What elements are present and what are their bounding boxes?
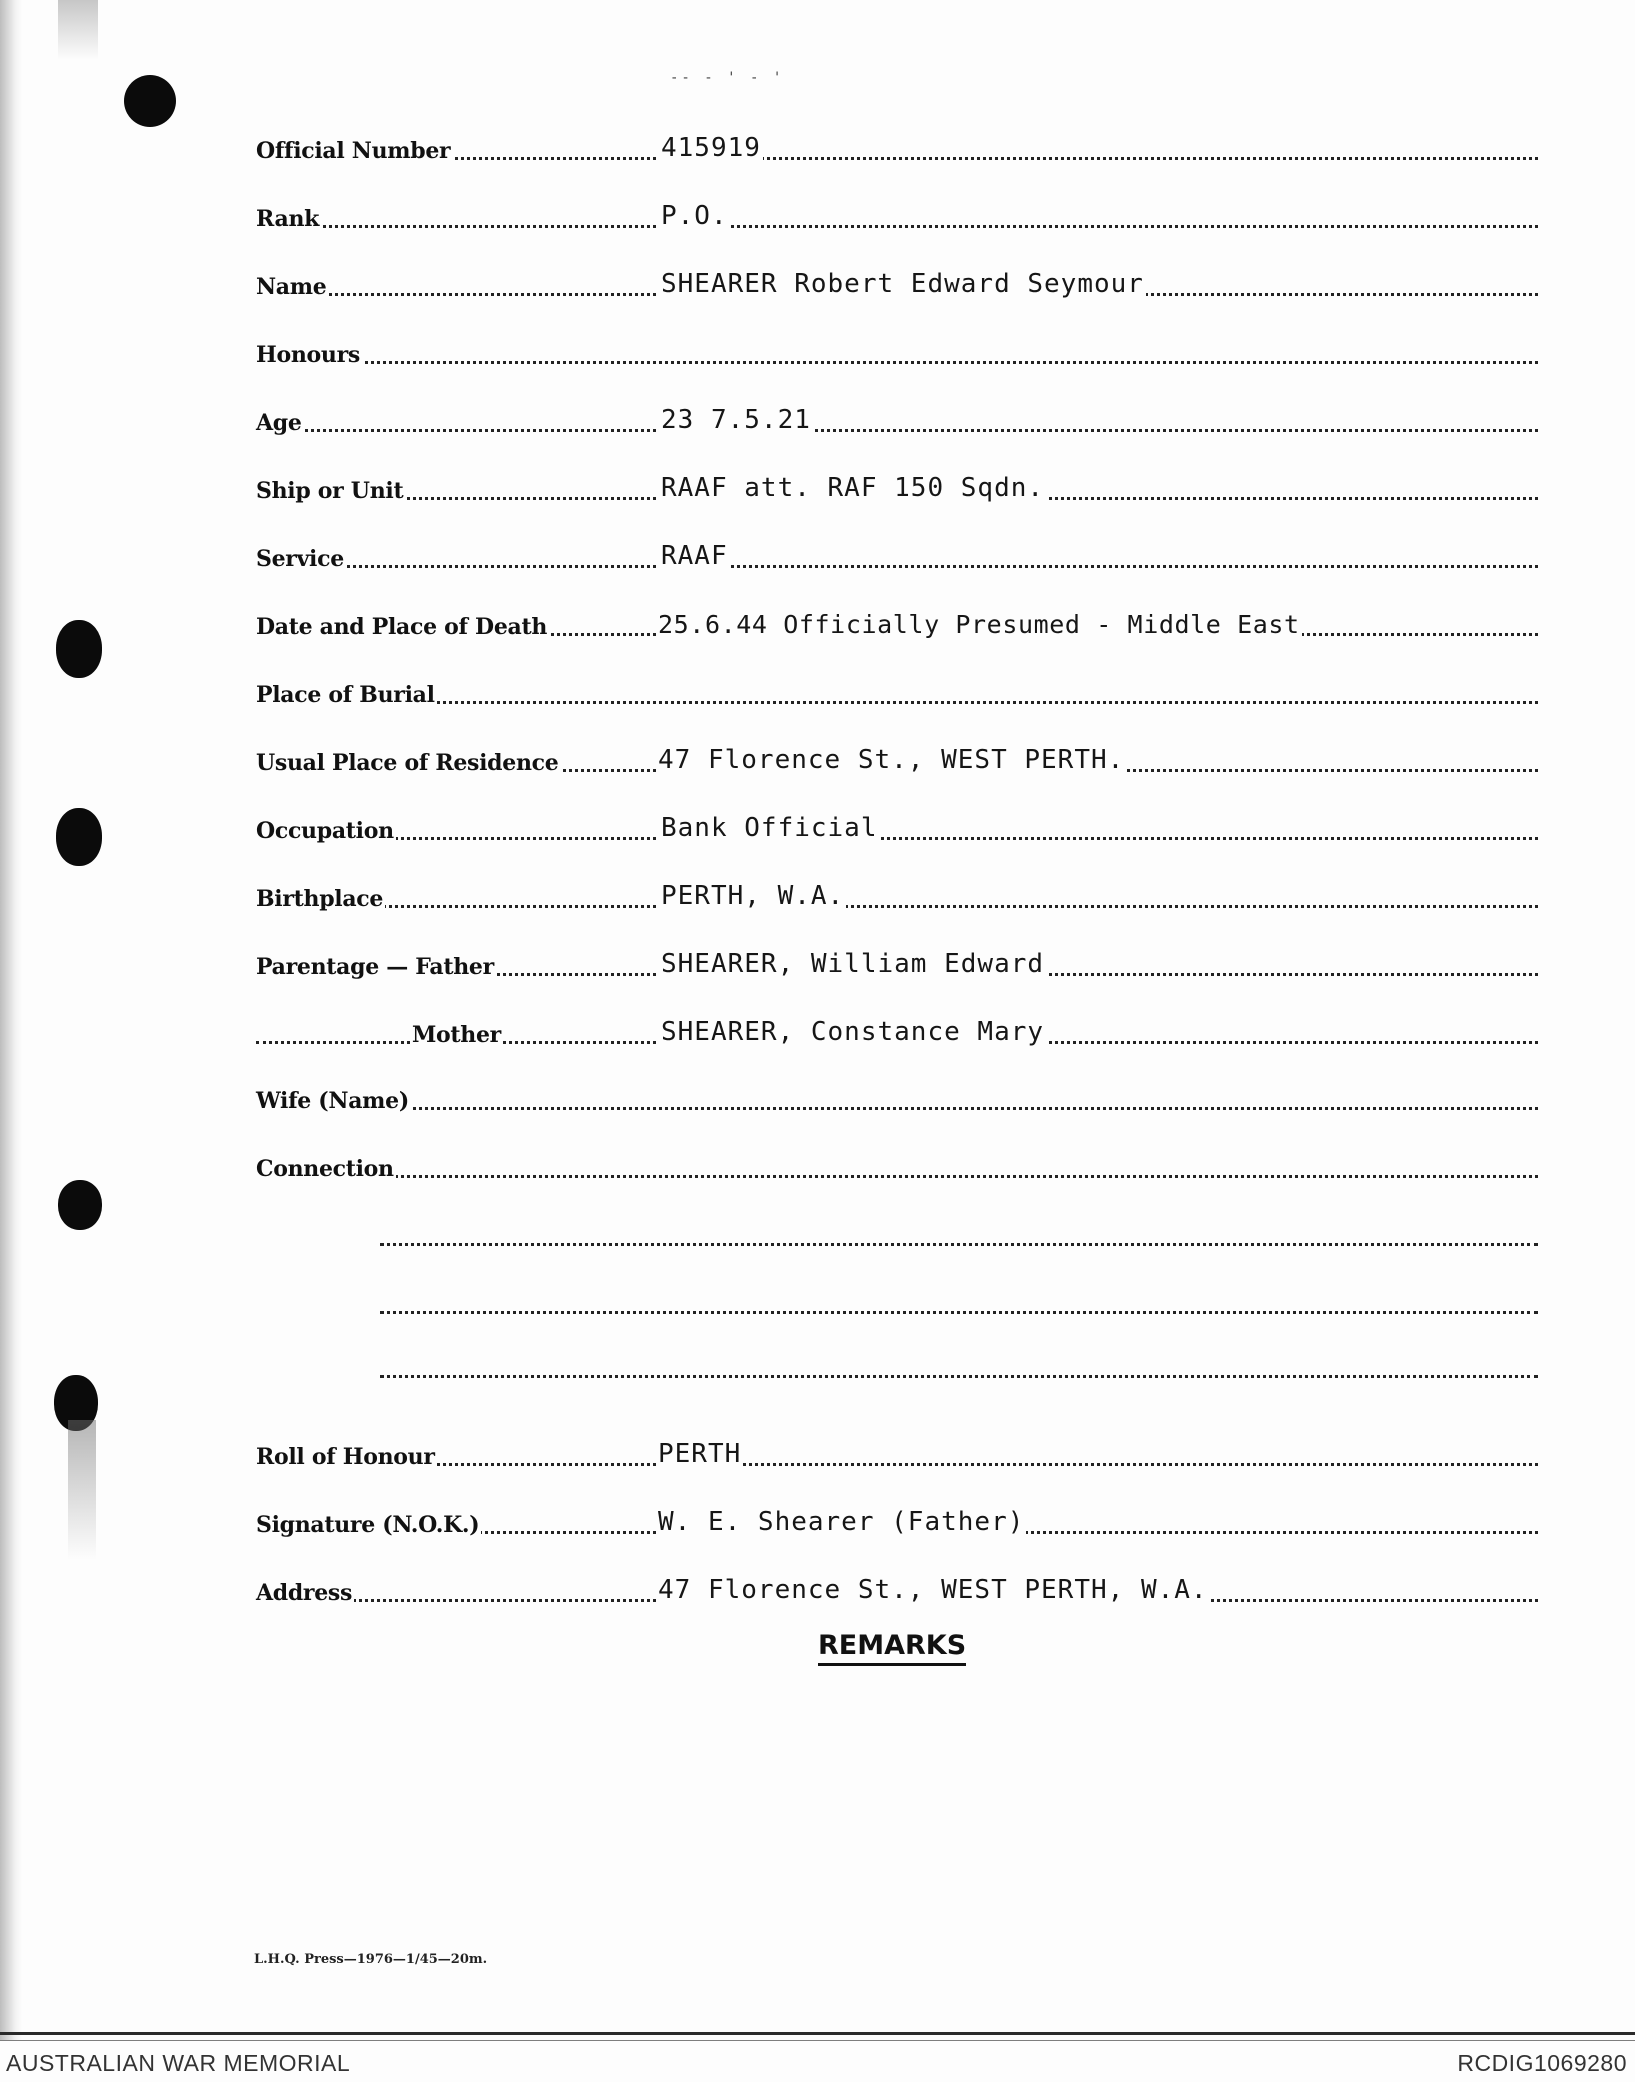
dotted-leader — [380, 1311, 1538, 1314]
dotted-leader — [256, 361, 1538, 364]
dotted-leader — [380, 1375, 1538, 1378]
field-label: Occupation — [256, 818, 394, 844]
field-value: Bank Official — [661, 813, 878, 843]
punch-hole — [56, 808, 102, 866]
field-birthplace — [256, 876, 1538, 916]
field-label: Birthplace — [256, 886, 384, 912]
field-label: Usual Place of Residence — [256, 750, 559, 776]
field-official-number — [256, 128, 1538, 168]
field-value: RAAF att. RAF 150 Sqdn. — [661, 473, 1045, 503]
field-label: Service — [256, 546, 344, 572]
punch-hole — [56, 620, 102, 678]
field-age — [256, 400, 1538, 440]
dotted-leader — [256, 565, 1538, 568]
field-value: PERTH, W.A. — [661, 881, 845, 911]
field-label: Parentage — Father — [256, 954, 494, 980]
printer-imprint: L.H.Q. Press—1976—1/45—20m. — [254, 1952, 488, 1967]
field-connection-line-3 — [256, 1282, 1538, 1322]
field-occupation — [256, 808, 1538, 848]
field-rank — [256, 196, 1538, 236]
top-mark: -- - ' - ' — [670, 70, 785, 86]
dotted-leader — [256, 429, 1538, 432]
field-signature-nok — [256, 1502, 1538, 1542]
field-value: 47 Florence St., WEST PERTH, W.A. — [658, 1575, 1208, 1605]
footer-record-id: RCDIG1069280 — [1457, 2050, 1627, 2076]
field-label: Signature (N.O.K.) — [256, 1512, 480, 1538]
field-label: Honours — [256, 342, 361, 368]
field-label: Official Number — [256, 138, 451, 164]
remarks-heading: REMARKS — [818, 1630, 966, 1666]
field-place-of-burial — [256, 672, 1538, 712]
scan-smudge — [58, 0, 98, 60]
field-label: Address — [256, 1580, 353, 1606]
field-label: Rank — [256, 206, 320, 232]
dotted-leader — [256, 905, 1538, 908]
footer-institution: AUSTRALIAN WAR MEMORIAL — [6, 2050, 351, 2076]
field-label: Connection — [256, 1156, 394, 1182]
field-mother — [256, 1012, 1538, 1052]
field-value: W. E. Shearer (Father) — [658, 1507, 1025, 1537]
field-usual-residence — [256, 740, 1538, 780]
field-value: 415919 — [661, 133, 761, 163]
field-name — [256, 264, 1538, 304]
dotted-leader — [256, 1463, 1538, 1466]
field-value: SHEARER, William Edward — [661, 949, 1045, 979]
field-label: Date and Place of Death — [256, 614, 548, 640]
field-value: 25.6.44 Officially Presumed - Middle East — [658, 610, 1300, 639]
field-value: 47 Florence St., WEST PERTH. — [658, 745, 1125, 775]
dotted-leader — [256, 1107, 1538, 1110]
dotted-leader — [256, 701, 1538, 704]
dotted-leader — [256, 225, 1538, 228]
field-date-place-of-death — [256, 604, 1538, 644]
field-label: Age — [256, 410, 302, 436]
field-value: SHEARER Robert Edward Seymour — [661, 269, 1144, 299]
bottom-rule — [0, 2040, 1635, 2041]
dotted-leader — [380, 1243, 1538, 1246]
field-ship-or-unit — [256, 468, 1538, 508]
field-value: PERTH — [658, 1439, 742, 1469]
field-value: P.O. — [661, 201, 728, 231]
field-service — [256, 536, 1538, 576]
field-roll-of-honour — [256, 1434, 1538, 1474]
field-label: Ship or Unit — [256, 478, 404, 504]
field-value: 23 7.5.21 — [661, 405, 811, 435]
punch-hole — [58, 1180, 102, 1230]
field-label: Wife (Name) — [256, 1088, 409, 1114]
field-connection-line-2 — [256, 1214, 1538, 1254]
field-address — [256, 1570, 1538, 1610]
dotted-leader — [256, 1175, 1538, 1178]
field-label: Mother — [412, 1022, 501, 1048]
field-honours — [256, 332, 1538, 372]
scan-edge-shadow — [0, 0, 22, 2040]
field-value: SHEARER, Constance Mary — [661, 1017, 1045, 1047]
scan-streak — [68, 1420, 96, 1560]
punch-hole — [124, 75, 176, 127]
field-label: Name — [256, 274, 327, 300]
field-label: Roll of Honour — [256, 1444, 435, 1470]
field-connection-line-4 — [256, 1346, 1538, 1386]
dotted-leader — [256, 837, 1538, 840]
field-wife — [256, 1078, 1538, 1118]
field-connection — [256, 1146, 1538, 1186]
field-label: Place of Burial — [256, 682, 435, 708]
field-father — [256, 944, 1538, 984]
bottom-rule — [0, 2032, 1635, 2035]
field-value: RAAF — [661, 541, 728, 571]
